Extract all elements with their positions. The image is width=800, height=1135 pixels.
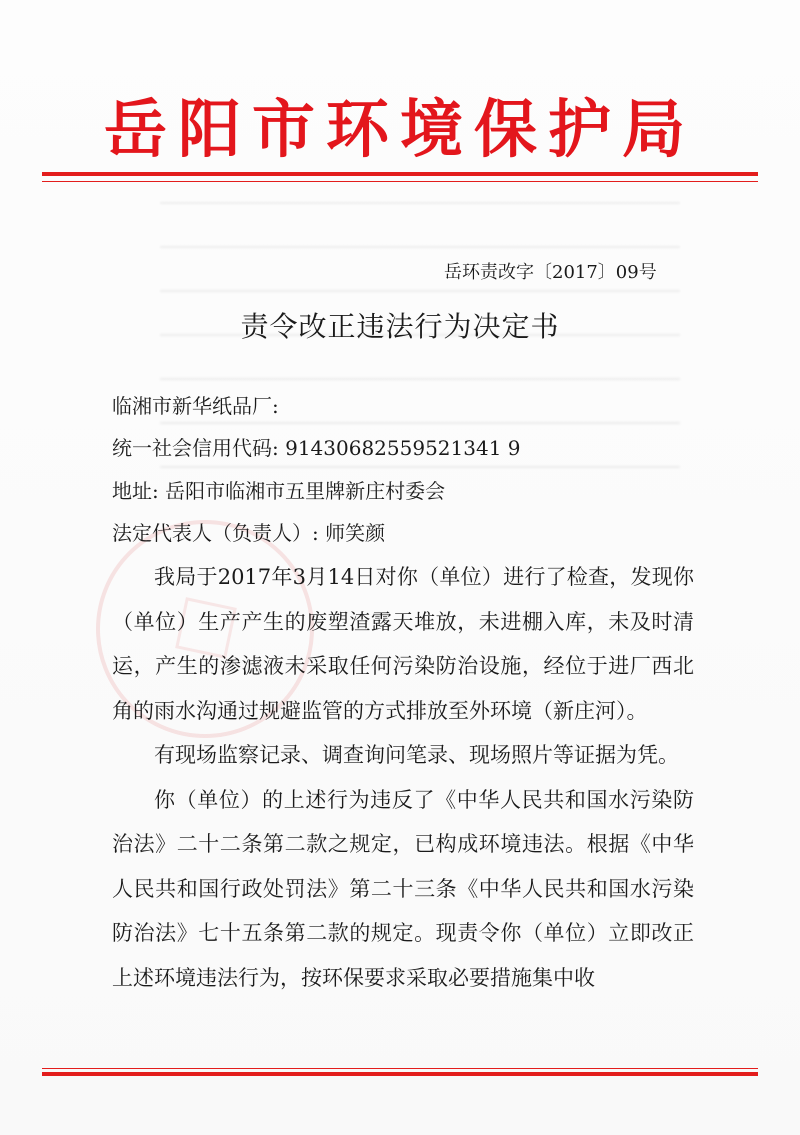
legal-representative: 法定代表人（负责人）: 师笑颜 bbox=[112, 521, 386, 545]
letterhead-title: 岳阳市环境保护局 bbox=[104, 93, 696, 166]
document-number: 岳环责改字〔2017〕09号 bbox=[444, 262, 657, 283]
recipient-address: 地址: 岳阳市临湘市五里牌新庄村委会 bbox=[112, 479, 446, 503]
body-paragraph: 有现场监察记录、调查询问笔录、现场照片等证据为凭。 bbox=[154, 743, 679, 767]
body-paragraph: 你（单位）的上述行为违反了《中华人民共和国水污染防治法》二十二条第二款之规定，已构成环境违法。根据《中华人民共和国行政处罚法》第二十三条《中华人民共和国水污染防治法》七十五条第二款的规定。现责令你（单位）立即改正上述环境违法行为，按环保要求采取必要措施集中收 bbox=[112, 787, 694, 990]
body-paragraph: 我局于2017年3月14日对你（单位）进行了检查，发现你（单位）生产产生的废塑渣露天堆放，未进棚入库，未及时清运，产生的渗滤液未采取任何污染防治设施，经位于进厂西北角的雨水沟通过规避监管的方式排放至外环境（新庄河）。 bbox=[112, 565, 694, 723]
footer-double-rule bbox=[42, 1068, 758, 1069]
recipient-name: 临湘市新华纸品厂: bbox=[112, 394, 279, 418]
letterhead-double-rule bbox=[42, 172, 758, 176]
document-title: 责令改正违法行为决定书 bbox=[240, 310, 560, 343]
credit-code: 统一社会信用代码: 91430682559521341 9 bbox=[112, 436, 521, 460]
show-through-text bbox=[160, 200, 680, 510]
decision-body bbox=[112, 555, 694, 1000]
